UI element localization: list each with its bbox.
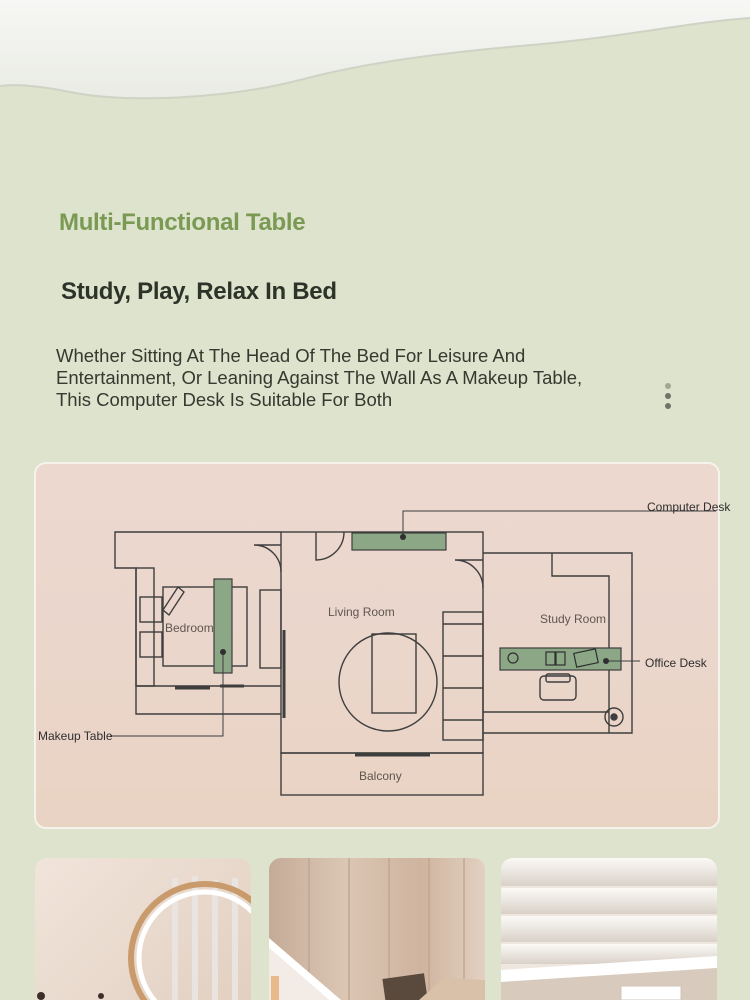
callout-makeup-table: Makeup Table — [38, 729, 113, 743]
callout-computer-desk: Computer Desk — [647, 500, 731, 514]
product-photo-padding — [501, 858, 717, 1000]
product-photo-desk — [269, 858, 485, 1000]
room-label-balcony: Balcony — [359, 769, 402, 783]
section-heading: Multi-Functional Table — [59, 209, 306, 236]
more-vertical-icon[interactable] — [661, 383, 675, 415]
callout-office-desk: Office Desk — [645, 656, 707, 670]
product-photo-mirror — [35, 858, 251, 1000]
room-label-study-room: Study Room — [540, 612, 607, 626]
header-wave — [0, 0, 750, 140]
floor-plan-card — [34, 462, 720, 829]
section-description: Whether Sitting At The Head Of The Bed For Leisure And Entertainment, Or Leaning Against The Wall As A Makeup Table, This Computer Desk Is Suitable For Both — [56, 345, 583, 410]
room-label-living-room: Living Room — [328, 605, 395, 619]
section-subheading: Study, Play, Relax In Bed — [61, 278, 337, 305]
room-label-bedroom: Bedroom — [165, 621, 214, 635]
